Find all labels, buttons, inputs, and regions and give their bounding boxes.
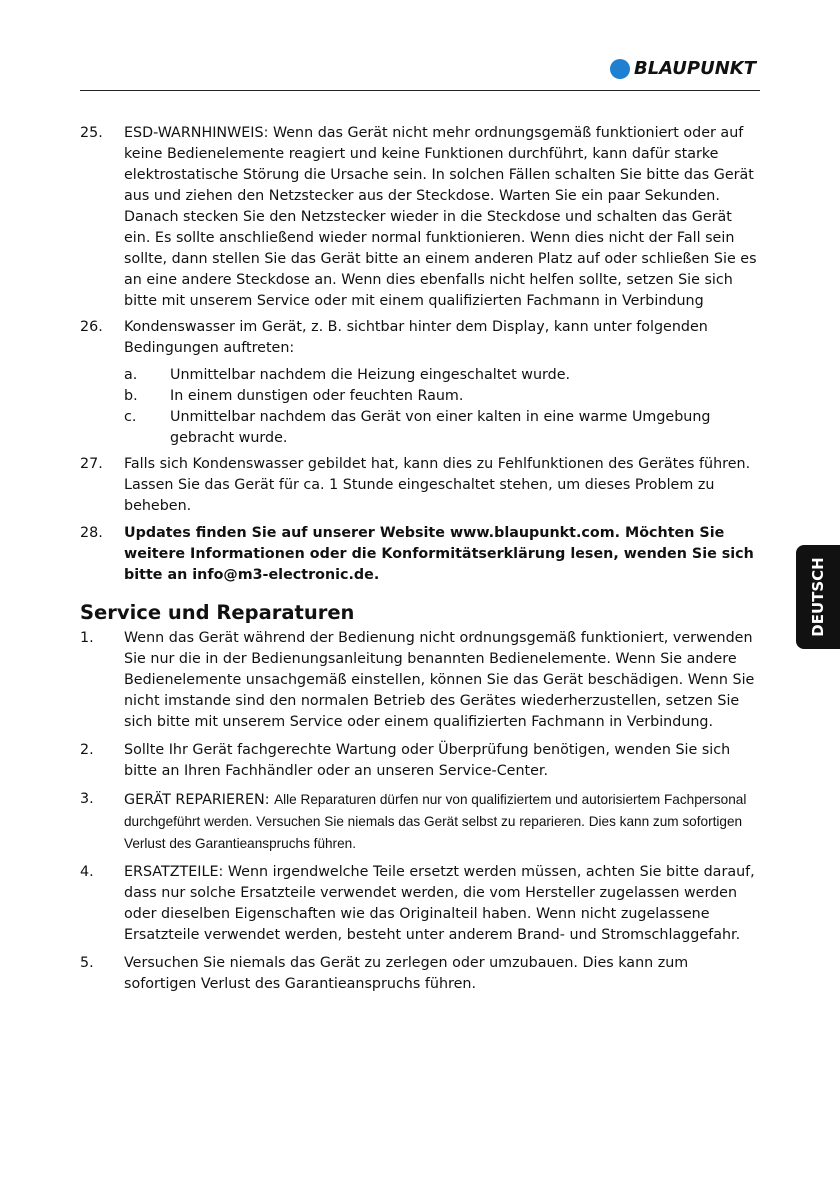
list-item: [80, 317, 760, 359]
item-number: 5.: [80, 955, 94, 971]
item-number: 3.: [80, 791, 94, 807]
item-text: ERSATZTEILE: Wenn irgendwelche Teile ersetzt werden müssen, achten Sie bitte darauf, dass nur solche Ersatzteile verwendet werden, die vom Hersteller zugelassen werden oder dieselben Eigenschaften wie das Originalteil haben. Wenn nicht zugelassene Ersatzteile verwendet werden, besteht unter anderem Brand- und Stromschlaggefahr.: [124, 864, 755, 943]
list-item: [80, 789, 760, 855]
item-number: 28.: [80, 525, 103, 541]
item-text: Falls sich Kondenswasser gebildet hat, kann dies zu Fehlfunktionen des Gerätes führen. Lassen Sie das Gerät für ca. 1 Stunde eingeschaltet stehen, um dieses Problem zu beheben.: [124, 456, 751, 514]
item-number: 4.: [80, 864, 94, 880]
item-text-bold: Updates finden Sie auf unserer Website www.blaupunkt.com. Möchten Sie weitere Informationen oder die Konformitätserklärung lesen, wenden Sie sich bitte an info@m3-electronic.de.: [124, 525, 754, 583]
language-tab: [796, 545, 840, 649]
item-text: Kondenswasser im Gerät, z. B. sichtbar hinter dem Display, kann unter folgenden Bedingungen auftreten:: [124, 319, 708, 356]
language-tab-label: DEUTSCH: [809, 557, 827, 637]
page-header: [80, 56, 760, 86]
section-heading: Service und Reparaturen: [80, 601, 355, 624]
sub-item-letter: a.: [124, 367, 138, 383]
item-number: 27.: [80, 456, 103, 472]
item-number: 26.: [80, 319, 103, 335]
list-item: [80, 953, 760, 995]
list-item: [80, 740, 760, 782]
sub-item-letter: b.: [124, 388, 138, 404]
item-number: 2.: [80, 742, 94, 758]
item-text: Sollte Ihr Gerät fachgerechte Wartung oder Überprüfung benötigen, wenden Sie sich bitte an Ihren Fachhändler oder an unseren Service-Center.: [124, 742, 731, 779]
list-item: [80, 862, 760, 946]
item-text: [124, 789, 760, 855]
item-text: Wenn das Gerät während der Bedienung nicht ordnungsgemäß funktioniert, verwenden Sie nur die in der Bedienungsanleitung benannten Bedienelemente. Wenn Sie andere Bedienelemente unsachgemäß einstellen, können Sie das Gerät beschädigen. Wenn Sie nicht imstande sind den normalen Betrieb des Gerätes wiederherzustellen, setzen Sie sich bitte mit unserem Service oder einem qualifizierten Fachmann in Verbindung.: [124, 630, 755, 730]
item-number: 25.: [80, 125, 103, 141]
brand-dot-icon: [610, 59, 630, 79]
item-number: 1.: [80, 630, 94, 646]
sub-list-item: [124, 365, 760, 386]
item-text: Versuchen Sie niemals das Gerät zu zerlegen oder umzubauen. Dies kann zum sofortigen Verlust des Garantieanspruchs führen.: [124, 955, 689, 992]
header-divider: [80, 90, 760, 91]
document-body: [80, 123, 760, 995]
sub-list-item: [124, 386, 760, 407]
sub-item-text: Unmittelbar nachdem das Gerät von einer kalten in eine warme Umgebung gebracht wurde.: [170, 409, 711, 446]
sub-list-item: [124, 407, 760, 449]
sub-item-text: In einem dunstigen oder feuchten Raum.: [170, 388, 464, 404]
item-prefix: GERÄT REPARIEREN:: [124, 792, 275, 808]
sub-item-text: Unmittelbar nachdem die Heizung eingeschaltet wurde.: [170, 367, 571, 383]
list-item: [80, 523, 760, 586]
list-item: [80, 628, 760, 733]
list-item: [80, 123, 760, 312]
item-text: ESD-WARNHINWEIS: Wenn das Gerät nicht mehr ordnungsgemäß funktioniert oder auf keine Bedienelemente reagiert und keine Funktionen durchführt, kann dafür starke elektrostatische Störung die Ursache sein. In solchen Fällen schalten Sie bitte das Gerät aus und ziehen den Netzstecker aus der Steckdose. Warten Sie ein paar Sekunden. Danach stecken Sie den Netzstecker wieder in die Steckdose und schalten das Gerät ein. Es sollte anschließend wieder normal funktionieren. Wenn dies nicht der Fall sein sollte, dann stellen Sie das Gerät bitte an einem anderen Platz auf oder schließen Sie es an eine andere Steckdose an. Wenn dies ebenfalls nicht helfen sollte, setzen Sie sich bitte mit unserem Service oder mit einem qualifizierten Fachmann in Verbindung: [124, 125, 757, 309]
list-item: [80, 454, 760, 517]
brand-name: BLAUPUNKT: [633, 58, 756, 79]
sub-item-letter: c.: [124, 409, 137, 425]
brand-logo: [610, 58, 756, 79]
item-text-condensed: Alle Reparaturen dürfen nur von qualifiziertem und autorisiertem Fachpersonal durchgeführt werden. Versuchen Sie niemals das Gerät selbst zu reparieren. Dies kann zum sofortigen Verlust des Garantieanspruchs führen.: [124, 792, 747, 851]
